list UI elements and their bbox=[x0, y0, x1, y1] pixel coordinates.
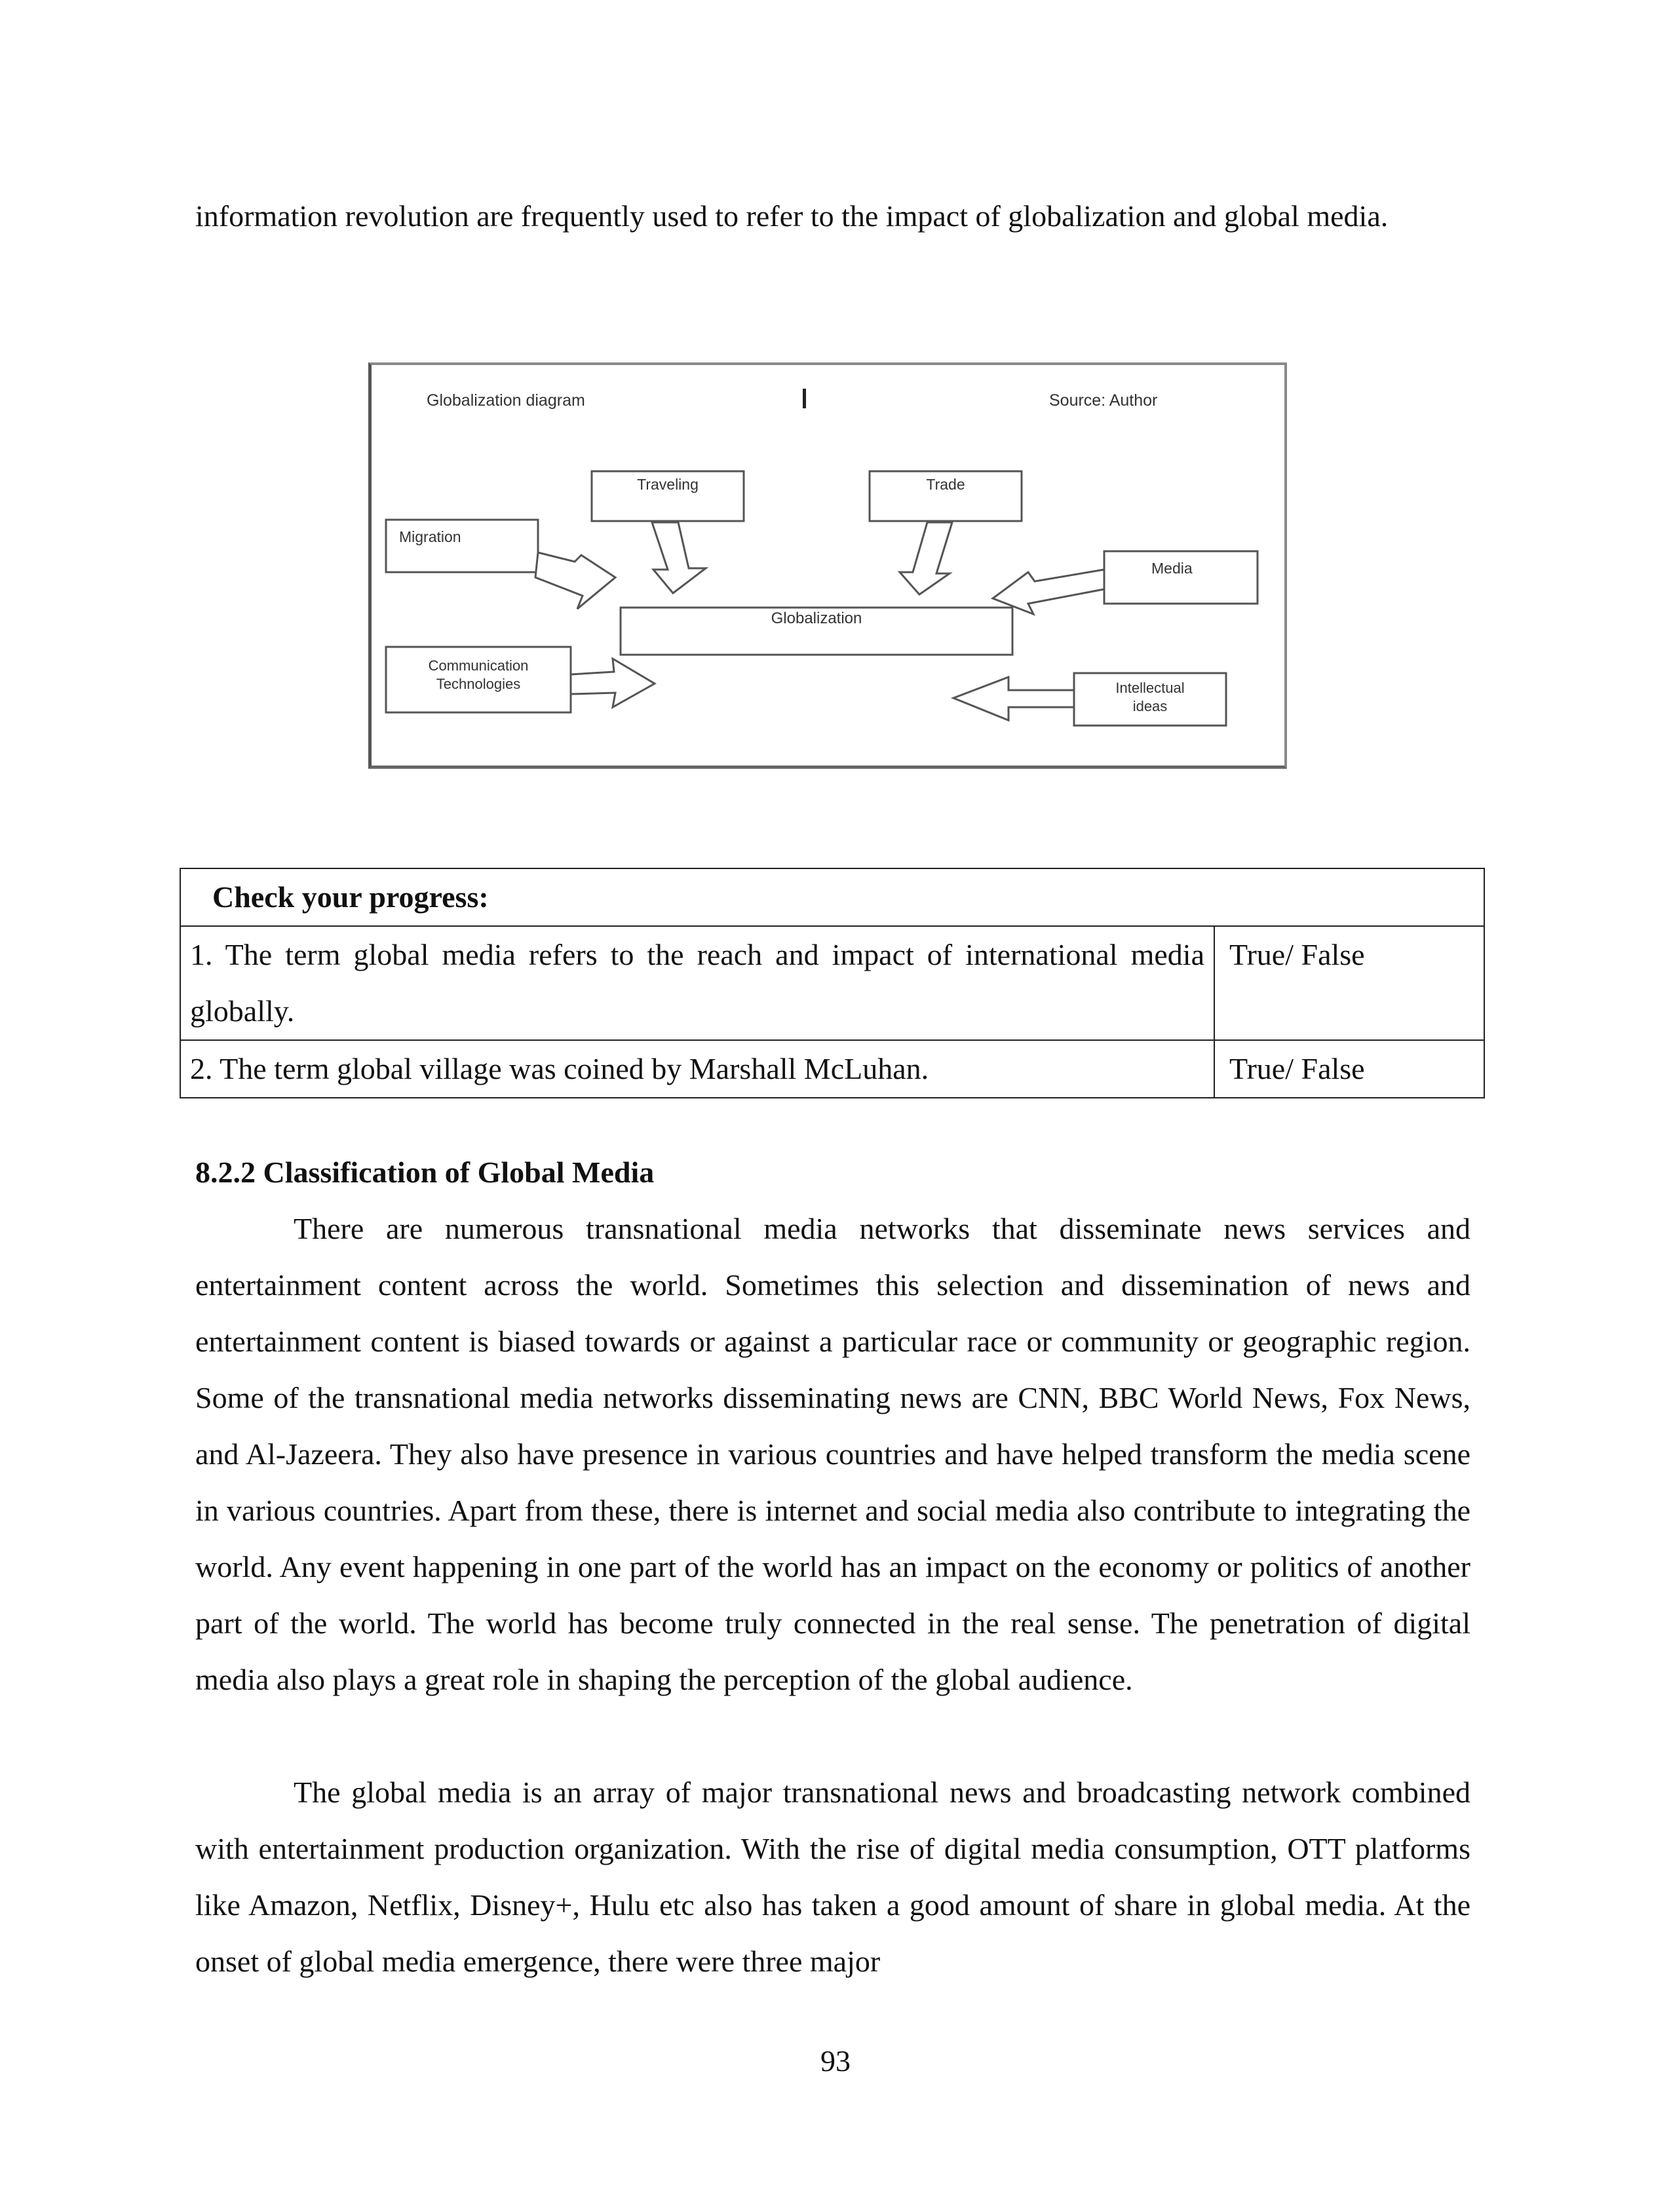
node-globalization-label: Globalization bbox=[771, 610, 862, 627]
progress-heading-row bbox=[180, 868, 1484, 926]
diagram-svg bbox=[372, 365, 1290, 771]
arrow-trade bbox=[900, 522, 952, 594]
progress-answer-2: True/ False bbox=[1214, 1040, 1484, 1098]
node-communication-label-1: Communication bbox=[428, 657, 529, 674]
page-number: 93 bbox=[820, 2044, 851, 2078]
node-intellectual-label-2: ideas bbox=[1132, 698, 1168, 714]
progress-question-row bbox=[180, 926, 1484, 1040]
arrow-intellectual bbox=[953, 677, 1074, 720]
node-communication-label-2: Technologies bbox=[436, 676, 521, 692]
progress-answer-1: True/ False bbox=[1214, 926, 1484, 1040]
node-migration-label: Migration bbox=[399, 528, 461, 545]
node-media bbox=[1104, 551, 1258, 604]
globalization-diagram bbox=[368, 362, 1287, 769]
node-media-label: Media bbox=[1151, 560, 1193, 577]
node-trade-label: Trade bbox=[926, 476, 965, 493]
progress-question-row bbox=[180, 1040, 1484, 1098]
progress-question-2: 2. The term global village was coined by Marshall McLuhan. bbox=[180, 1040, 1214, 1098]
section-paragraph-2: The global media is an array of major transnational news and broadcasting network combined with entertainment production organization. With the rise of digital media consumption, OTT platforms like Amazon, Netflix, Disney+, Hulu etc also has taken a good amount of share in global media. At the onset of global media emergence, there were three major bbox=[195, 1775, 1470, 1978]
diagram-title: Globalization diagram bbox=[427, 391, 585, 410]
intro-paragraph: information revolution are frequently used to refer to the impact of globalization and global media. bbox=[195, 199, 1389, 233]
node-migration bbox=[386, 520, 538, 572]
node-traveling-label: Traveling bbox=[637, 476, 699, 493]
node-intellectual-label-1: Intellectual bbox=[1115, 680, 1185, 696]
arrow-traveling bbox=[652, 522, 706, 593]
section-paragraph-1: There are numerous transnational media networks that disseminate news services and entertainment content across the world. Sometimes this selection and dissemination of news and entertainment content is biased towards or against a particular race or community or geographic region. Some of the transnational media networks disseminating news are CNN, BBC World News, Fox News, and Al-Jazeera. They also have presence in various countries and have helped transform the media scene in various countries. Apart from these, there is internet and social media also contribute to integrating the world. Any event happening in one part of the world has an impact on the economy or politics of another part of the world. The world has become truly connected in the real sense. The penetration of digital media also plays a great role in shaping the perception of the global audience. bbox=[195, 1212, 1470, 1696]
arrow-migration bbox=[535, 553, 615, 609]
check-progress-table bbox=[180, 868, 1485, 1098]
arrow-communication bbox=[571, 659, 655, 707]
progress-question-1: 1. The term global media refers to the reach and impact of international media globally. bbox=[180, 926, 1214, 1040]
diagram-source: Source: Author bbox=[1049, 391, 1158, 410]
cursor-mark bbox=[803, 389, 806, 408]
progress-heading: Check your progress: bbox=[180, 868, 1484, 926]
section-heading: 8.2.2 Classification of Global Media bbox=[195, 1155, 655, 1189]
